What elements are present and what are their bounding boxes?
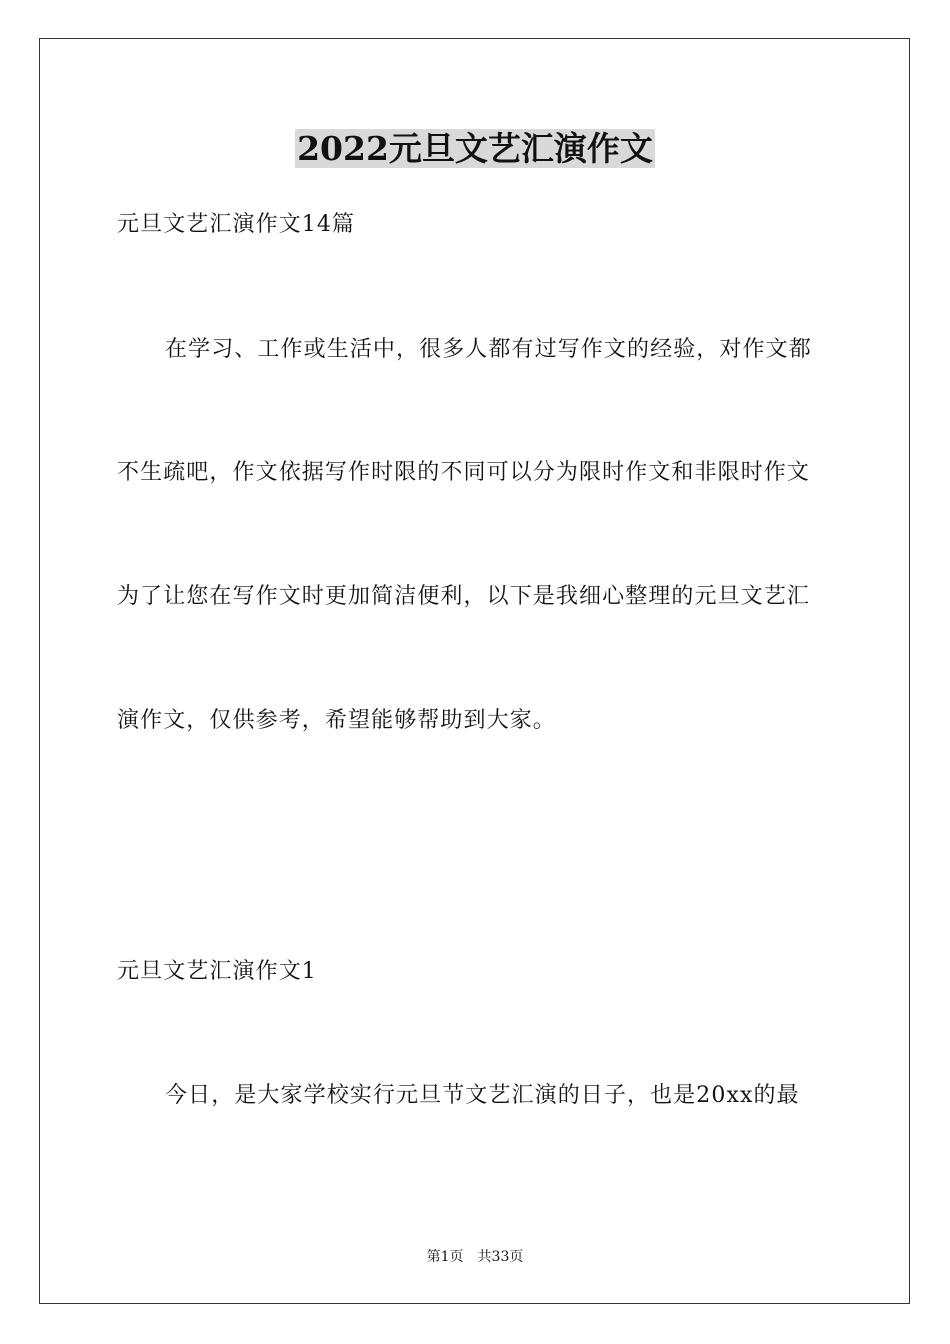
paragraph-line: 今日，是大家学校实行元旦节文艺汇演的日子，也是20xx的最: [165, 1083, 800, 1108]
document-title-text: 2022元旦文艺汇演作文: [297, 129, 653, 168]
page-total: 共33页: [477, 1249, 524, 1265]
section-heading: 元旦文艺汇演作文1: [117, 959, 317, 984]
document-subtitle: 元旦文艺汇演作文14篇: [117, 212, 356, 237]
paragraph-line: 在学习、工作或生活中，很多人都有过写作文的经验，对作文都: [165, 337, 812, 362]
page-footer: [0, 1248, 950, 1266]
document-title: [0, 126, 950, 172]
page-number: 第1页: [426, 1249, 464, 1265]
paragraph-line: 不生疏吧，作文依据写作时限的不同可以分为限时作文和非限时作文: [117, 460, 811, 485]
paragraph-line: 演作文，仅供参考，希望能够帮助到大家。: [117, 708, 556, 733]
paragraph-line: 为了让您在写作文时更加简洁便利，以下是我细心整理的元旦文艺汇: [117, 584, 811, 609]
